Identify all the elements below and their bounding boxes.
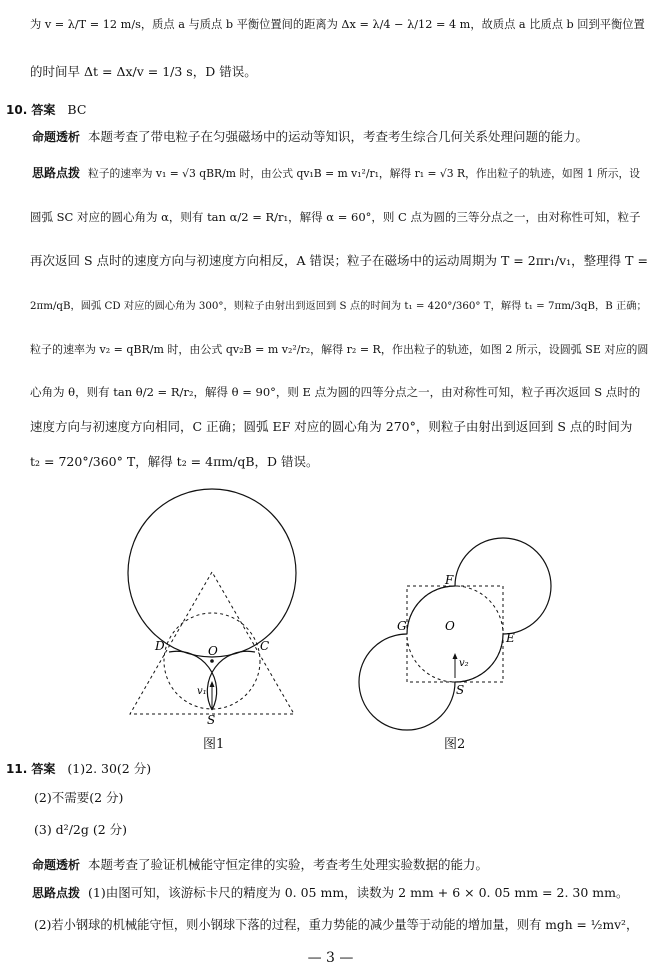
q10-hint-label: 思路点拨	[32, 166, 81, 180]
text-line: 的时间早 Δt = Δx/v = 1/3 s，D 错误。	[30, 64, 257, 79]
text-line: 2πm/qB，圆弧 CD 对应的圆心角为 300°，则粒子由射出到返回到 S 点的时间为 t₁ = 420°/360° T，解得 t₁ = 7πm/3qB，B 正确；	[30, 300, 647, 312]
velocity-arrowhead	[210, 681, 215, 687]
label-C: C	[260, 639, 270, 653]
q11-answer-2: (2)不需要(2 分)	[34, 790, 124, 805]
label-G: G	[397, 619, 407, 633]
q11-hint-label: 思路点拨	[32, 886, 81, 900]
q10-head: 10. 答案	[6, 103, 56, 117]
label-O: O	[208, 644, 218, 658]
figure-1-caption: 图1	[203, 737, 225, 752]
label-F: F	[445, 573, 454, 587]
q10-analysis-label: 命题透析	[32, 130, 81, 144]
q11-analysis	[32, 856, 642, 874]
large-trajectory-circle	[128, 489, 296, 657]
figure-1-diagram	[115, 488, 310, 728]
q11-answer-1: (1)2. 30(2 分)	[67, 761, 152, 776]
text-line: 圆弧 SC 对应的圆心角为 α，则有 tan α/2 = R/r₁，解得 α = 60°，则 C 点为圆的三等分点之一，由对称性可知，粒子	[30, 210, 641, 224]
figure-2-caption: 图2	[444, 737, 466, 752]
q10-hint-text: 粒子的速率为 v₁ = √3 qBR/m 时，由公式 qv₁B = m v₁²/r₁，解得 r₁ = √3 R，作出粒子的轨迹，如图 1 所示，设	[88, 167, 640, 180]
q11-answer-3: (3) d²/2g (2 分)	[34, 822, 128, 837]
q10-analysis-text: 本题考查了带电粒子在匀强磁场中的运动等知识，考查考生综合几何关系处理问题的能力。	[88, 129, 589, 144]
q11-analysis-label: 命题透析	[32, 858, 81, 872]
text-line: 再次返回 S 点时的速度方向与初速度方向相反，A 错误；粒子在磁场中的运动周期为 T = 2πr₁/v₁，整理得 T =	[30, 253, 648, 268]
figure-2-diagram	[355, 534, 565, 734]
label-v2: v₂	[459, 658, 469, 669]
label-v1: v₁	[197, 686, 207, 697]
center-dot	[210, 659, 214, 663]
text-line: t₂ = 720°/360° T，解得 t₂ = 4πm/qB，D 错误。	[30, 454, 319, 469]
label-D: D	[155, 639, 165, 653]
q11-hint-2: (2)若小钢球的机械能守恒，则小钢球下落的过程，重力势能的减少量等于动能的增加量，则有 mgh = ½mv²，	[34, 918, 639, 932]
q10-hint-line	[32, 164, 642, 183]
q11-answer-line	[6, 760, 616, 778]
q11-hint-1: (1)由图可知，该游标卡尺的精度为 0. 05 mm，读数为 2 mm + 6 × 0. 05 mm = 2. 30 mm。	[88, 885, 629, 900]
q10-answer-line	[6, 101, 616, 119]
right-trajectory-arc	[207, 651, 255, 710]
page-number: — 3 —	[307, 950, 354, 966]
label-S: S	[456, 683, 465, 697]
label-O: O	[445, 619, 455, 633]
q10-answer: BC	[67, 102, 87, 117]
q11-head: 11. 答案	[6, 762, 56, 776]
text-line: 心角为 θ，则有 tan θ/2 = R/r₂，解得 θ = 90°，则 E 点为圆的四等分点之一，由对称性可知，粒子再次返回 S 点时的	[30, 385, 641, 399]
label-E: E	[506, 631, 515, 645]
left-trajectory-arc	[169, 651, 217, 710]
text-line: 粒子的速率为 v₂ = qBR/m 时，由公式 qv₂B = m v₂²/r₂，解得 r₂ = R，作出粒子的轨迹，如图 2 所示，设圆弧 SE 对应的圆	[30, 343, 649, 356]
text-line: 为 v = λ/T = 12 m/s，质点 a 与质点 b 平衡位置间的距离为 Δx = λ/4 − λ/12 = 4 m，故质点 a 比质点 b 回到平衡位置	[30, 18, 645, 31]
text-line: 速度方向与初速度方向相同，C 正确；圆弧 EF 对应的圆心角为 270°，则粒子由射出到返回到 S 点的时间为	[30, 419, 633, 434]
q11-analysis-text: 本题考查了验证机械能守恒定律的实验，考查考生处理实验数据的能力。	[88, 857, 489, 872]
velocity-arrowhead	[453, 653, 458, 659]
q10-analysis	[32, 128, 642, 146]
label-S: S	[207, 713, 216, 727]
q11-hint-line	[32, 884, 642, 902]
